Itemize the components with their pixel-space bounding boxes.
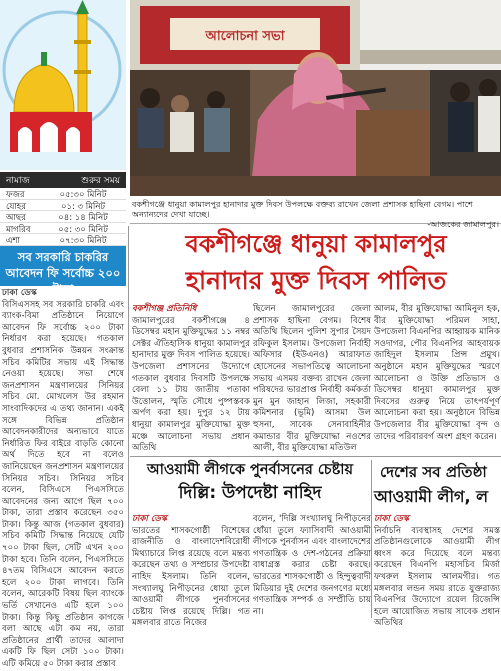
story3-column [374,514,500,630]
side-story-headline[interactable]: সব সরকারি চাকরির আবেদন ফি সর্বোচ্চ ২০০ টাকা [0,246,126,286]
prayer-name: ফজর [6,190,25,200]
newspaper-logo [0,0,126,170]
side-story-dateline: ঢাকা ডেস্ক [2,288,37,298]
photo-caption [130,196,501,229]
prayer-time: ০৭:৩০ মিনিট [59,236,107,246]
story3-dateline: ঢাকা ডেস্ক [374,514,409,524]
story3-kicker: দেশের সব প্রতিষ্ঠা [380,463,487,481]
lead-story-text-3: আলম, বীর মুক্তিযোদ্ধা আমিনুল হক, বীর মুক্তিযোদ্ধা পরিমল সাহা, উপজেলা বিএনপির আহ্বায়ক মানিক সওদাগর, পৌর বিএনপির আহবায়ক জাহিদুল ইসলাম প্রিন্স প্রমুখ। অনুষ্ঠানে মহান মুক্তিযুদ্ধের স্মরণে আলোচনা ও উক্তি প্রতিভাস ও ডিসেম্বর ধানুয়া কামালপুর মুক্ত দিবসের গুরুত্ব নিয়ে তাৎপর্যপূর্ণ আলোচনা করা হয়। অনুষ্ঠানে বিভিন্ন উপজেলার বীর মুক্তিযোদ্ধা বৃন্দ ও তাদের পরিবারবর্গ অংশ গ্রহণ করেন। [374,304,500,442]
column-divider [371,460,372,618]
story2-text-2: বলেন, 'দিল্লি সংখ্যালঘু নিপীড়নের ধোঁয়া তুলে ফ্যাসিবাদী আওয়ামী লীগকে পুনর্বাসন এবং বাংলাদেশের গণতান্ত্রিক ও দেশ-গঠনের প্রক্রিয়া বাধাগ্রস্ত করার চেষ্টা করছে। ভারতের শাসকগোষ্ঠী ও হিন্দুত্ববাদী মিডিয়ার দুই দেশের জনগণের মধ্যে গণতান্ত্রিক সম্পর্ক ও সম্প্রীতি চায় না। [253,514,371,617]
prayer-name: আছর [6,213,26,223]
prayer-time: ০৫:৩০ মিনিট [59,190,107,200]
prayer-times-table [0,188,126,246]
lead-story-text-2: ছিলেন জামালপুরের জেলা প্রশাসক হাছিনা বেগম। বিশেষ অতিথি ছিলেন পুলিশ সুপার সৈয়দ রফিকুল ইসলাম। উপজেলা নির্বাহী অফিসার (ইউএনও) আরাফাত হোসেনের সভাপতিত্বে আলোচনা সভায় এসময় বক্তব্য রাখেন জেলা পরিষদের ভারপ্রাপ্ত নির্বাহী কর্মকর্তা মুন মুন জাহান লিজা, সহকারী কমিশনার (ভূমি) আসমা উল হুসনা, সাবেক সেনাবাহিনীর কমান্ডার বীর মুক্তিযোদ্ধা নওশের আলী, বীর মুক্তিযোদ্ধা মতিউল [253,304,371,454]
story3-title: আওয়ামী লীগ, ল [374,487,489,506]
prayer-time: ০৫: ৩০ মিনিট [58,224,108,235]
lead-story-column-2 [253,304,371,455]
prayer-time: ০৪: ১৪ মিনিট [58,213,108,223]
story3-headline[interactable] [374,460,501,516]
prayer-name: মাগরিব [6,224,31,235]
section-divider [130,456,501,457]
prayer-row [0,223,126,235]
prayer-times-header [0,172,126,188]
photo-caption-text: বকশীগঞ্জে ধানুয়া কামালপুর হানাদার মুক্ত দিবস উপলক্ষে বক্তব্য রাখেন জেলা প্রশাসক হাছিনা বেগম। পাশে অন্যান্যদের দেখা যাচ্ছে। [132,199,473,219]
story3-text: নির্বাচনি ব্যবস্থাসহ দেশের সমস্ত প্রতিষ্ঠানগুলোকে আওয়ামী লীগ ধ্বংস করে দিয়েছে বলে মন্তব্য করেছেন বিএনপি মহাসচিব মির্জা ফখরুল ইসলাম আলমগীর। গত মঙ্গলবার লন্ডন সময় রাতে যুক্তরাজ্য বিএনপির উদ্যোগে রয়েল রিজেন্সি হলে আয়োজিত সভায় সাবেক প্রধান অতিথির [374,525,500,629]
prayer-row [0,200,126,212]
story2-column-1 [132,514,250,630]
photo-credit: -আজকের জামালপুর। [427,219,499,229]
lead-headline-line1: বকশীগঞ্জে ধানুয়া কামালপুর [185,230,447,258]
prayer-row [0,211,126,223]
lead-story-text-1: জামালপুরের বকশীগঞ্জে ৪ ডিসেম্বর মহান মুক্তিযুদ্ধের ১১ নম্বর সেক্টর ঐতিহাসিক ধানুয়া কামালপুর হানাদার মুক্ত দিবস পালিত হয়েছে। উপজেলা প্রশাসনের উদ্যোগে গতকাল বুধবার দিবসটি উপলক্ষে বেলা ১১ টায় জাতীয় পতাকা উত্তোলন, স্মৃতি সৌধে পুষ্পস্তবক অর্পণ করা হয়। দুপুর ১২ টায় ধানুয়া কামালপুর মুক্তিযোদ্ধা মুক্ত মঞ্চে আলোচনা সভায় প্রধান অতিথি [132,315,250,454]
prayer-name: যোহর [6,201,26,212]
column-divider [128,226,129,618]
lead-story-dateline: বকশীগঞ্জ প্রতিনিধি [132,304,197,314]
story2-column-2 [253,514,371,618]
prayer-row [0,188,126,200]
prayer-row [0,234,126,246]
prayer-name: এশা [6,236,20,246]
banner-text: আলোচনা সভা [205,29,285,44]
story2-kicker: আওয়ামী লীগকে পুনর্বাসনের চেষ্টায় [146,462,354,478]
prayer-time: ০১: ৩ মিনিট [60,201,106,212]
lead-headline[interactable] [132,226,500,302]
story2-headline[interactable] [132,460,368,516]
prayer-header-left: নামাজ [6,175,30,186]
side-story-text: বিসিএসসহ সব সরকারি চাকরি এবং ব্যাংক-বিমা প্রতিষ্ঠানে নিয়োগে আবেদন ফি সর্বোচ্চ ২০০ টাকা নির্ধারণ করা হয়েছে। গতকাল বুধবার প্রশাসনিক উন্নয়ন সংক্রান্ত সচিব কমিটির সভায় এই সিদ্ধান্ত নেওয়া হয়েছে। সভা শেষে জনপ্রশাসন মন্ত্রণালয়ের সিনিয়র সচিব মো. মোখলেস উর রহমান সাংবাদিকদের এ তথ্য জানান। একই সঙ্গে বিভিন্ন প্রতিষ্ঠান আবেদনকারীদের অন্যভাবে যাতে নির্ধারিত ফির বাইরে বাড়তি কোনো অর্থ দিতে হবে না বলেও জানিয়েছেন জনপ্রশাসন মন্ত্রণালয়ের সিনিয়র সচিব। সিনিয়র সচিব বলেন, বিসিএসে পিএসসিতে আবেদনের জন্য আগে ছিল ৭০০ টাকা, তারা প্রস্তাব করেছেন ৩৫০ টাকা। কিন্তু আজ (গতকাল বুধবার) সচিব কমিটি সিদ্ধান্ত নিয়েছে যেটি ৭০০ টাকা ছিল, সেটি এখন ২০০ টাকা হবে। তিনি বলেন, পিএসসিতে ৪৭তম বিসিএসে আবেদন করতে হলে ২০০ টাকা লাগবে। তিনি বলেন, আরেকটি বিষয় ছিল ব্যাংকে ভর্তি সেখানেও এটি হলে ১০০ টাকা। কিন্তু কিছু প্রতিষ্ঠান কাগজে বলা আছে এটা কম নয়, তারা প্রতিষ্ঠানের প্রার্থী তাদের আলাদা একটি ফি ছিল সেটা ১০০ টাকা। এটি কমিয়ে ৫০ টাকা করার প্রস্তাব [2,299,124,669]
lead-story-column-3 [374,304,500,443]
lead-photo [130,0,501,196]
lead-headline-line2: হানাদার মুক্ত দিবস পালিত [185,266,447,295]
story2-title: দিল্লি: উপদেষ্টা নাহিদ [178,483,322,503]
side-story-body [0,288,126,671]
story2-text-1: ভারতের শাসকগোষ্ঠী বিশেষের রাজনীতি ও বাংলাদেশবিরোধী মিথ্যাচারে লিপ্ত রয়েছে বলে মন্তব্য করেছেন তথ্য ও সম্প্রচার উপদেষ্টা নাহিদ ইসলাম। তিনি বলেন, সংখ্যালঘু নিপীড়নের ধোয়া তুলে আওয়ামী লীগকে পুনর্বাসনের চেষ্টায় লিপ্ত রয়েছে দিল্লি। গত মঙ্গলবার রাতে নিজের [132,525,250,629]
prayer-header-right: শুরুর সময় [81,175,120,186]
lead-story-column-1 [132,304,250,455]
story2-dateline: ঢাকা ডেস্ক [132,514,167,524]
